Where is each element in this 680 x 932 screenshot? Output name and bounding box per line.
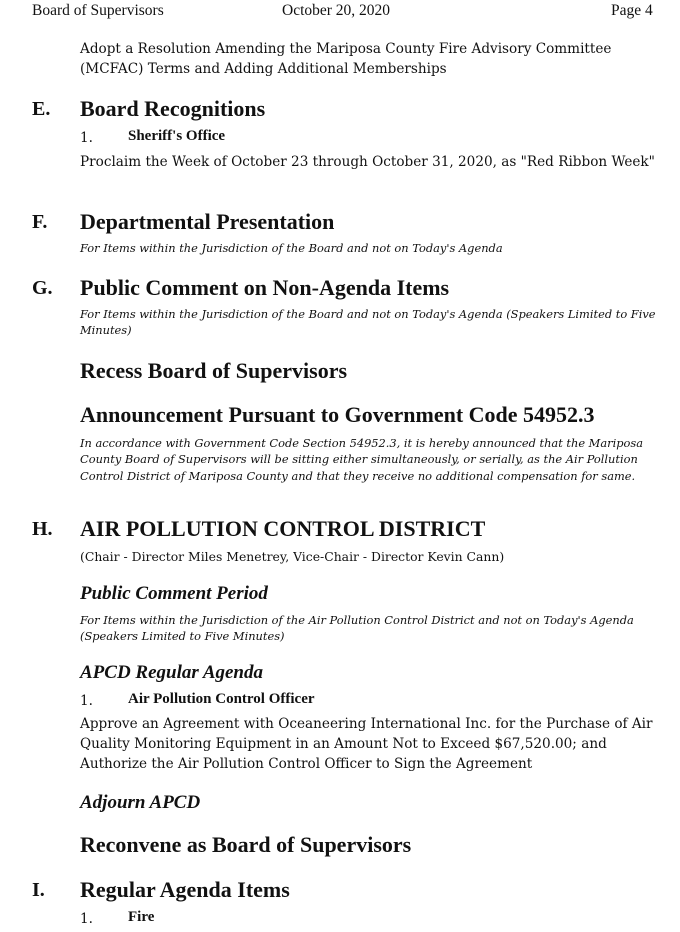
adjourn-apcd-title: Adjourn APCD <box>80 792 201 813</box>
section-f-letter: F. <box>32 211 48 233</box>
section-g-letter: G. <box>32 277 53 299</box>
section-h-item-text: Approve an Agreement with Oceaneering International Inc. for the Purchase of Air Quality Monitoring Equipment in an Amount Not to Exceed $67,520.00; and Authorize the Air Pollution Control Officer to Sign the Agreement <box>80 716 653 772</box>
section-e-item-text: Proclaim the Week of October 23 through October 31, 2020, as "Red Ribbon Week" <box>80 154 655 170</box>
section-f-title: Departmental Presentation <box>80 209 335 234</box>
section-e-letter: E. <box>32 98 51 120</box>
header-board-name: Board of Supervisors <box>32 2 164 19</box>
announcement-title: Announcement Pursuant to Government Code 54952.3 <box>80 402 595 427</box>
reconvene-title: Reconvene as Board of Supervisors <box>80 832 412 857</box>
section-f-note: For Items within the Jurisdiction of the Board and not on Today's Agenda <box>80 241 503 255</box>
section-e-title: Board Recognitions <box>80 96 266 121</box>
section-g-title: Public Comment on Non-Agenda Items <box>80 275 450 300</box>
section-i-item-number: 1. <box>80 911 93 927</box>
section-h-item-title: Air Pollution Control Officer <box>128 691 315 707</box>
intro-item-text: Adopt a Resolution Amending the Mariposa County Fire Advisory Committee (MCFAC) Terms and Adding Additional Memberships <box>80 41 612 77</box>
section-h-letter: H. <box>32 518 53 540</box>
public-comment-period-title: Public Comment Period <box>80 583 268 604</box>
section-e-item-number: 1. <box>80 130 93 146</box>
apcd-regular-agenda-title: APCD Regular Agenda <box>80 662 263 683</box>
header-page-number: Page 4 <box>611 2 653 19</box>
section-h-chair-line: (Chair - Director Miles Menetrey, Vice-Chair - Director Kevin Cann) <box>80 549 505 564</box>
recess-title: Recess Board of Supervisors <box>80 358 348 383</box>
announcement-text: In accordance with Government Code Section 54952.3, it is hereby announced that the Mariposa County Board of Supervisors will be sitting either simultaneously, or serially, as the Air Pollution Control District of Mariposa County and that they receive no additional compensation for same. <box>80 436 644 483</box>
section-h-item-number: 1. <box>80 693 93 709</box>
section-i-title: Regular Agenda Items <box>80 877 290 902</box>
section-i-item-title: Fire <box>128 909 155 925</box>
public-comment-period-note: For Items within the Jurisdiction of the Air Pollution Control District and not on Today's Agenda (Speakers Limited to Five Minutes) <box>80 613 634 644</box>
section-h-title: AIR POLLUTION CONTROL DISTRICT <box>80 516 486 541</box>
section-i-letter: I. <box>32 879 45 901</box>
section-g-note: For Items within the Jurisdiction of the Board and not on Today's Agenda (Speakers Limited to Five Minutes) <box>80 307 656 338</box>
header-date: October 20, 2020 <box>282 2 391 19</box>
section-e-item-title: Sheriff's Office <box>128 128 226 144</box>
